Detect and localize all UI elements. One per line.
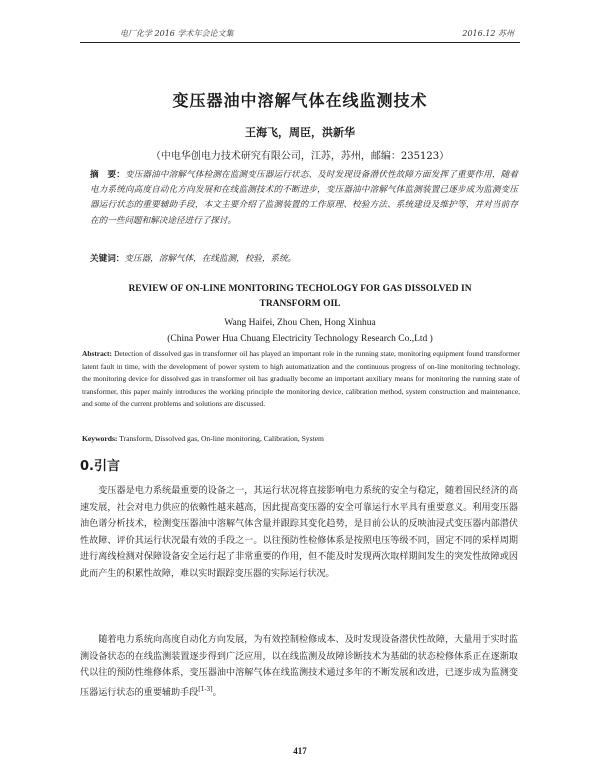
running-header [78,28,522,40]
header-rule [80,42,520,43]
running-header-right: 2016.12 苏州 [462,29,514,38]
abstract-cn-label: 摘 要： [90,170,125,180]
body-paragraph-1: 变压器是电力系统最重要的设备之一，其运行状况将直接影响电力系统的安全与稳定，随着国民经济的高速发展，社会对电力供应的依赖性越来越高，因此提高变压器的安全可靠运行水平具有重要意义。利用变压器油色谱分析技术，检测变压器油中溶解气体含量并跟踪其变化趋势，是目前公认的反映油浸式变压器内部潜伏性故障、评价其运行状况最有效的手段之一。以往预防性检修体系是按照电压等级不同，固定不同的采样周期进行离线检测对保障设备安全运行起了非常重要的作用，但不能及时发现两次取样期间发生的突发性故障或因此而产生的积累性故障，难以实时跟踪变压器的实际运行状况。 [80,486,518,579]
abstract-en [82,348,520,411]
keywords-en-text: Transform, Dissolved gas, On-line monitoring, Calibration, System [119,434,324,443]
section-heading-introduction: 0.引言 [80,459,120,474]
affiliation-en: (China Power Hua Chuang Electricity Technology Research Co.,Ltd ) [167,334,433,344]
body-paragraph-2 [80,632,518,701]
keywords-en [82,434,520,443]
paper-title-cn: 变压器油中溶解气体在线监测技术 [172,91,428,110]
page-number: 417 [293,746,307,756]
affiliation-cn: （中电华创电力技术研究有限公司，江苏，苏州，邮编：235123） [150,151,450,162]
body-paragraph-2-end: 。 [212,687,222,698]
body-paragraph-2-text: 随着电力系统向高度自动化方向发展，为有效控制检修成本、及时发现设备潜伏性故障，大量用于实时监测设备状态的在线监测装置逐步得到广泛应用，以在线监测及故障诊断技术为基础的状态检修体系正在逐渐取代以往的预防性维修体系，变压器油中溶解气体在线监测技术通过多年的不断发展和改进，已逐步成为监测变压器运行状态的重要辅助手段 [80,635,518,698]
keywords-cn-label: 关键词： [90,254,125,264]
citation-ref: [1-3] [198,685,213,693]
paper-title-en: REVIEW OF ON-LINE MONITORING TECHOLOGY FOR GAS DISSOLVED IN TRANSFORM OIL [128,284,472,309]
keywords-cn-text: 变压器，溶解气体，在线监测，校验，系统。 [124,254,297,264]
keywords-en-label: Keywords: [82,434,118,443]
authors-en: Wang Haifei, Zhou Chen, Hong Xinhua [224,318,376,328]
abstract-en-text: Detection of dissolved gas in transformer oil has played an important role in the running state, monitoring equipment found transformer latent fault in time, with the development of power system to high automatization and the continuous progress of on-line monitoring technology, the monitoring device for dissolved gas in transformer oil has gradually become an important auxiliary means for monitoring the running state of transformer, this paper mainly introduces the working principle the monitoring device, calibration method, system construction and maintenance, and some of the current problems and solutions are discussed. [82,349,520,409]
authors-cn: 王海飞，周臣，洪新华 [245,126,355,139]
running-header-left: 电厂化学 2016 学术年会论文集 [120,29,234,38]
abstract-cn [90,168,518,229]
abstract-en-label: Abstract: [82,349,112,358]
keywords-cn [90,252,518,264]
abstract-cn-text: 变压器油中溶解气体检测在监测变压器运行状态、及时发现设备潜伏性故障方面发挥了重要作用，随着电力系统向高度自动化方向发展和在线监测技术的不断进步，变压器油中溶解气体监测装置已逐步成为监测变压器运行状态的重要辅助手段，本文主要介绍了监测装置的工作原理、校验方法、系统建设及维护等，并对当前存在的一些问题和解决途径进行了探讨。 [90,170,518,226]
